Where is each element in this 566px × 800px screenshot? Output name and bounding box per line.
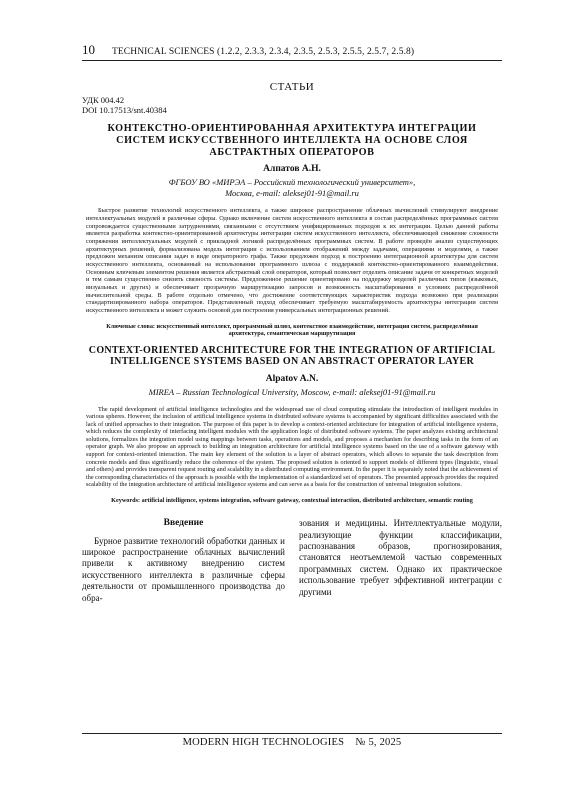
running-header	[82, 42, 502, 61]
column-left	[82, 518, 285, 604]
column-right	[299, 518, 502, 604]
article-title-en: CONTEXT-ORIENTED ARCHITECTURE FOR THE INTEGRATION OF ARTIFICIAL INTELLIGENCE SYSTEMS BASED ON AN ABSTRACT OPERATOR LAYER	[88, 344, 496, 368]
introduction-text-left: Бурное развитие технологий обработки данных и широкое распространение облачных вычислений привели к активному внедрению систем искусственного интеллекта в различные сферы деятельности от промышленного производства до обра-	[82, 535, 285, 603]
footer-journal: MODERN HIGH TECHNOLOGIES	[182, 737, 345, 748]
abstract-ru: Быстрое развитие технологий искусственного интеллекта, а также широкое распространение облачных вычислений стимулируют внедрение интеллектуальных модулей в различные сферы. Однако включение систем искусственного интеллекта в состав распределённых программных систем сопровождается существенными затруднениями, связанными с отсутствием унифицированных подходов к их интеграции. Целью данной работы является разработка контекстно-ориентированной архитектуры интеграции систем искусственного интеллекта, обеспечивающей снижение сложности сопряжения интеллектуальных модулей с прикладной логикой распределённых программных систем. В работе проведён анализ существующих архитектурных решений, формализована модель интеграции с использованием отображений между задачами, операциями и моделями, а также предложен механизм описания задач в виде операторного графа. Также предложен подход к построению интеграционной архитектуры для систем искусственного интеллекта, основанный на использовании программного шлюза с поддержкой контекстно-ориентированного взаимодействия. Основным ключевым элементом решения является абстрактный слой операторов, который позволяет отделить описание задачи от конкретных моделей и тем самым существенно снизить связность системы. Предложенное решение ориентировано на поддержку моделей различных типов (языковых, визуальных и других) и обеспечивает прозрачную маршрутизацию запросов и возможность масштабирования в условиях распределённой вычислительной среды. В работе отдельно отмечено, что достижение соответствующих характеристик подхода возможно при реализации стандартизированного набора операторов. Представленный подход обеспечивает требуемую масштабируемость архитектуры интеграции систем искусственного интеллекта и может служить основой для построения универсальных интеграционных решений.	[86, 207, 498, 314]
doi: DOI 10.17513/snt.40384	[82, 105, 167, 115]
keywords-ru	[88, 323, 496, 338]
keywords-ru-label: Ключевые слова:	[106, 322, 155, 330]
affiliation-ru-line2: Москва, e-mail: aleksej01-91@mail.ru	[225, 187, 359, 198]
page-number: 10	[82, 42, 95, 57]
affiliation-ru-line1: ФГБОУ ВО «МИРЭА – Российский технологический университет»,	[168, 177, 416, 188]
keywords-en-list: artificial intelligence, systems integration, software gateway, contextual interaction, distributed architecture, semantic routing	[141, 496, 473, 504]
section-label: СТАТЬИ	[269, 81, 315, 93]
introduction-heading: Введение	[163, 518, 204, 529]
udc-code: УДК 004.42	[82, 95, 125, 105]
author-en: Alpatov A.N.	[265, 374, 319, 385]
article-title-ru: КОНТЕКСТНО-ОРИЕНТИРОВАННАЯ АРХИТЕКТУРА ИНТЕГРАЦИИ СИСТЕМ ИСКУССТВЕННОГО ИНТЕЛЛЕКТА НА ОСНОВЕ СЛОЯ АБСТРАКТНЫХ ОПЕРАТОРОВ	[107, 123, 477, 158]
introduction-text-right: зования и медицины. Интеллектуальные модули, реализующие функции классификации, распознавания образов, прогнозирования, становятся неотъемлемой частью современных программных систем. Однако их практическое использование требует эффективной интеграции с другими	[299, 518, 502, 597]
body-columns	[82, 518, 502, 604]
footer-issue: № 5, 2025	[355, 737, 402, 748]
article-page	[82, 42, 502, 604]
affiliation-en: MIREA – Russian Technological University, Moscow, e-mail: aleksej01-91@mail.ru	[148, 387, 436, 398]
running-footer	[82, 733, 502, 748]
abstract-en: The rapid development of artificial intelligence technologies and the widespread use of cloud computing stimulate the introduction of intelligent modules in various spheres. However, the inclusion of artificial intelligence systems in distributed software systems is accompanied by significant difficulties associated with the lack of unified approaches to their integration. The purpose of this paper is to develop a context-oriented architecture for integration of artificial intelligence systems, which reduces the complexity of interfacing intelligent modules with the application logic of distributed software systems. The paper analyzes existing architectural solutions, formalizes the integration model using mappings between tasks, operations and models, and proposes a mechanism for describing tasks in the form of an operator graph. We also propose an approach to building an integration architecture for artificial intelligence systems based on the use of a software gateway with support for context-oriented interaction. The main key element of the solution is a layer of abstract operators, which allows to separate the task description from concrete models and thus significantly reduce the coherence of the system. The proposed solution is oriented to support models of different types (linguistic, visual and others) and provides transparent request routing and scalability in a distributed computing environment. In the paper it is separately noted that the achievement of the corresponding characteristics of the approach is possible with the implementation of a standardized set of operators. The presented approach provides the required scalability of the integration architecture of artificial intelligence systems and can serve as a basis for the construction of universal integration solutions.	[86, 405, 498, 489]
keywords-en	[88, 497, 496, 505]
author-ru: Алпатов А.Н.	[263, 164, 321, 175]
keywords-en-label: Keywords:	[111, 496, 141, 504]
journal-section-title: TECHNICAL SCIENCES (1.2.2, 2.3.3, 2.3.4, 2.3.5, 2.5.3, 2.5.5, 2.5.7, 2.5.8)	[112, 47, 415, 57]
affiliation-ru	[82, 177, 502, 198]
keywords-ru-list: искусственный интеллект, программный шлюз, контекстное взаимодействие, интеграция систем, распределённая архитектура, семантическая маршрутизация	[156, 322, 478, 338]
